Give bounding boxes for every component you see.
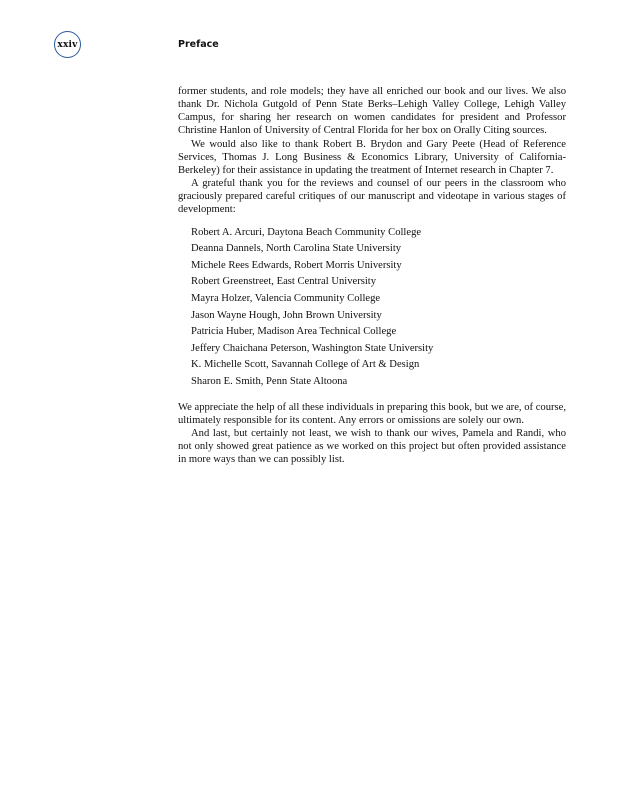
paragraph-responsibility: We appreciate the help of all these individuals in preparing this book, but we are, of course, ultimately responsible for its content. Any errors or omissions are solely our own. — [178, 401, 566, 426]
reviewer-item: Patricia Huber, Madison Area Technical College — [191, 326, 397, 338]
reviewer-item: K. Michelle Scott, Savannah College of Art & Design — [191, 359, 420, 371]
page-number: xxiv — [57, 39, 78, 50]
paragraph-continuation: former students, and role models; they have all enriched our book and our lives. We also thank Dr. Nichola Gutgold of Penn State Berks–Lehigh Valley College, Lehigh Valley Campus, for sharing her research on women candidates for president and Professor Christine Hanlon of University of Central Florida for her box on Orally Citing sources. — [178, 86, 566, 137]
page-number-badge — [54, 31, 81, 58]
reviewer-item: Jason Wayne Hough, John Brown University — [191, 309, 382, 321]
reviewer-item: Mayra Holzer, Valencia Community College — [191, 292, 381, 304]
reviewer-item: Michele Rees Edwards, Robert Morris University — [191, 259, 402, 271]
paragraph-brydon-peete: We would also like to thank Robert B. Brydon and Gary Peete (Head of Reference Services, Thomas J. Long Business & Economics Library, University of California-Berkeley) for their assistance in updating the treatment of Internet research in Chapter 7. — [178, 138, 566, 176]
reviewer-item: Robert A. Arcuri, Daytona Beach Community College — [191, 226, 422, 238]
reviewer-item: Sharon E. Smith, Penn State Altoona — [191, 375, 348, 387]
running-head-title: Preface — [178, 39, 219, 50]
reviewer-item: Jeffery Chaichana Peterson, Washington State University — [191, 342, 434, 354]
paragraph-wives-thanks: And last, but certainly not least, we wish to thank our wives, Pamela and Randi, who not only showed great patience as we worked on this project but often provided assistance in more ways than we can possibly list. — [178, 427, 566, 466]
reviewer-list — [178, 225, 566, 391]
reviewer-item: Robert Greenstreet, East Central University — [191, 276, 377, 288]
body-text — [178, 85, 566, 466]
paragraph-reviewers-intro: A grateful thank you for the reviews and counsel of our peers in the classroom who graciously prepared careful critiques of our manuscript and videotape in various stages of development: — [178, 178, 566, 216]
reviewer-item: Deanna Dannels, North Carolina State University — [191, 243, 402, 255]
